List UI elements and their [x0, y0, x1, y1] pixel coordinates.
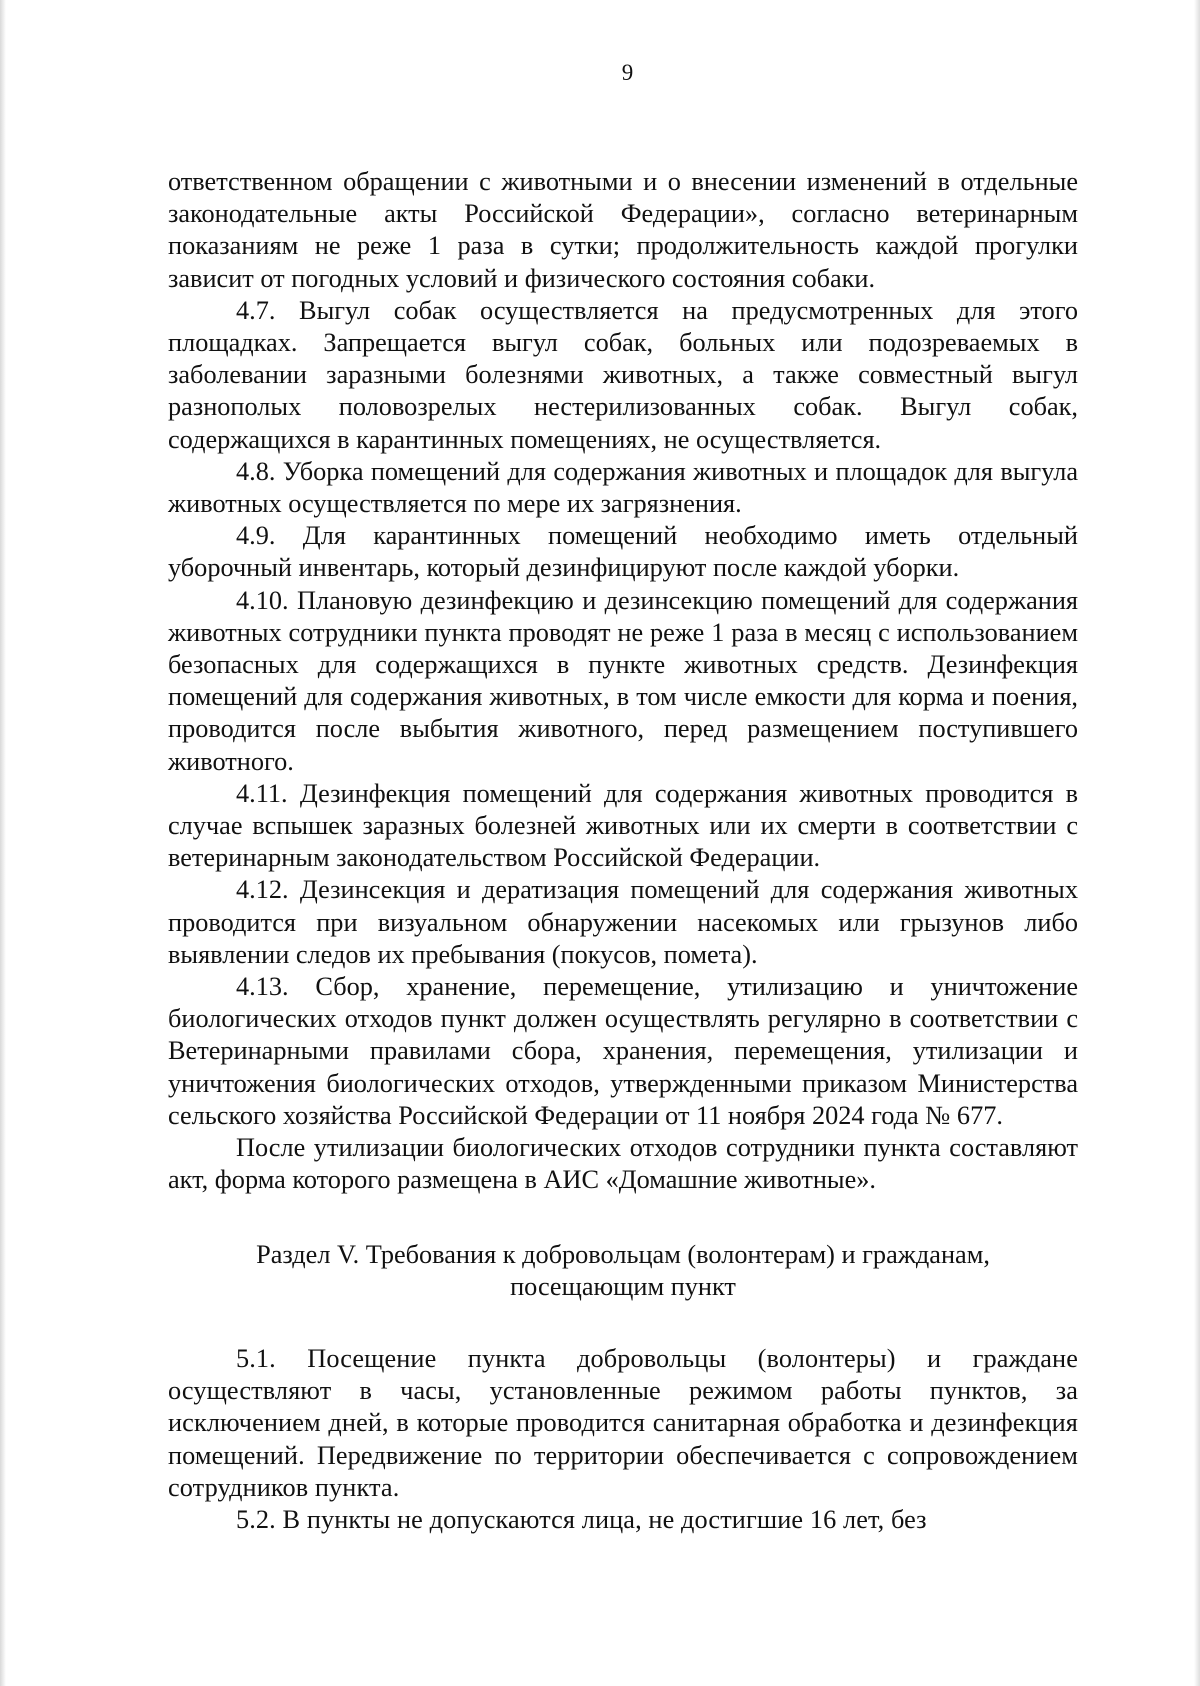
scan-edge-left: [0, 0, 6, 1686]
paragraph-4-10: 4.10. Плановую дезинфекцию и дезинсекцию помещений для содержания животных сотрудники пункта проводят не реже 1 раза в месяц с использованием безопасных для содержащихся в пункте животных средств. Дезинфекция помещений для содержания животных, в том числе емкости для корма и поения, проводится после выбытия животного, перед размещением поступившего животного.: [168, 585, 1078, 776]
section-heading-line-1: Раздел V. Требования к добровольцам (волонтерам) и гражданам,: [256, 1239, 990, 1269]
section-4-continued: [168, 166, 1078, 1197]
section-heading: [208, 1239, 1038, 1303]
paragraph-5-2: 5.2. В пункты не допускаются лица, не достигшие 16 лет, без: [236, 1504, 927, 1534]
page-number: 9: [621, 60, 634, 85]
section-heading-line-2: посещающим пункт: [510, 1271, 736, 1301]
paragraph-4-6-continued: ответственном обращении с животными и о внесении изменений в отдельные законодательные акты Российской Федерации», согласно ветеринарным показаниям не реже 1 раза в сутки; продолжительность каждой прогулки зависит от погодных условий и физического состояния собаки.: [168, 167, 1078, 293]
scan-edge-right: [1194, 0, 1200, 1686]
section-5: [168, 1343, 1078, 1536]
paragraph-4-13: 4.13. Сбор, хранение, перемещение, утилизацию и уничтожение биологических отходов пункт должен осуществлять регулярно в соответствии с Ветеринарными правилами сбора, хранения, перемещения, утилизации и уничтожения биологических отходов, утвержденными приказом Министерства сельского хозяйства Российской Федерации от 11 ноября 2024 года № 677.: [168, 972, 1078, 1130]
paragraph-5-1: 5.1. Посещение пункта добровольцы (волонтеры) и граждане осуществляют в часы, установленные режимом работы пунктов, за исключением дней, в которые проводится санитарная обработка и дезинфекция помещений. Передвижение по территории обеспечивается с сопровождением сотрудников пункта.: [168, 1343, 1078, 1502]
paragraph-4-13-act: После утилизации биологических отходов сотрудники пункта составляют акт, форма которого размещена в АИС «Домашние животные».: [168, 1133, 1078, 1195]
document-body: [168, 166, 1078, 1536]
paragraph-4-8: 4.8. Уборка помещений для содержания животных и площадок для выгула животных осуществляется по мере их загрязнения.: [168, 456, 1078, 519]
paragraph-4-7: 4.7. Выгул собак осуществляется на предусмотренных для этого площадках. Запрещается выгул собак, больных или подозреваемых в заболевании заразными болезнями животных, а также совместный выгул разнополых половозрелых нестерилизованных собак. Выгул собак, содержащихся в карантинных помещениях, не осуществляется.: [168, 295, 1078, 454]
paragraph-4-11: 4.11. Дезинфекция помещений для содержания животных проводится в случае вспышек заразных болезней животных или их смерти в соответствии с ветеринарным законодательством Российской Федерации.: [168, 778, 1078, 873]
paragraph-4-9: 4.9. Для карантинных помещений необходимо иметь отдельный уборочный инвентарь, который дезинфицируют после каждой уборки.: [168, 521, 1078, 583]
paragraph-4-12: 4.12. Дезинсекция и дератизация помещений для содержания животных проводится при визуальном обнаружении насекомых или грызунов либо выявлении следов их пребывания (покусов, помета).: [168, 875, 1078, 969]
